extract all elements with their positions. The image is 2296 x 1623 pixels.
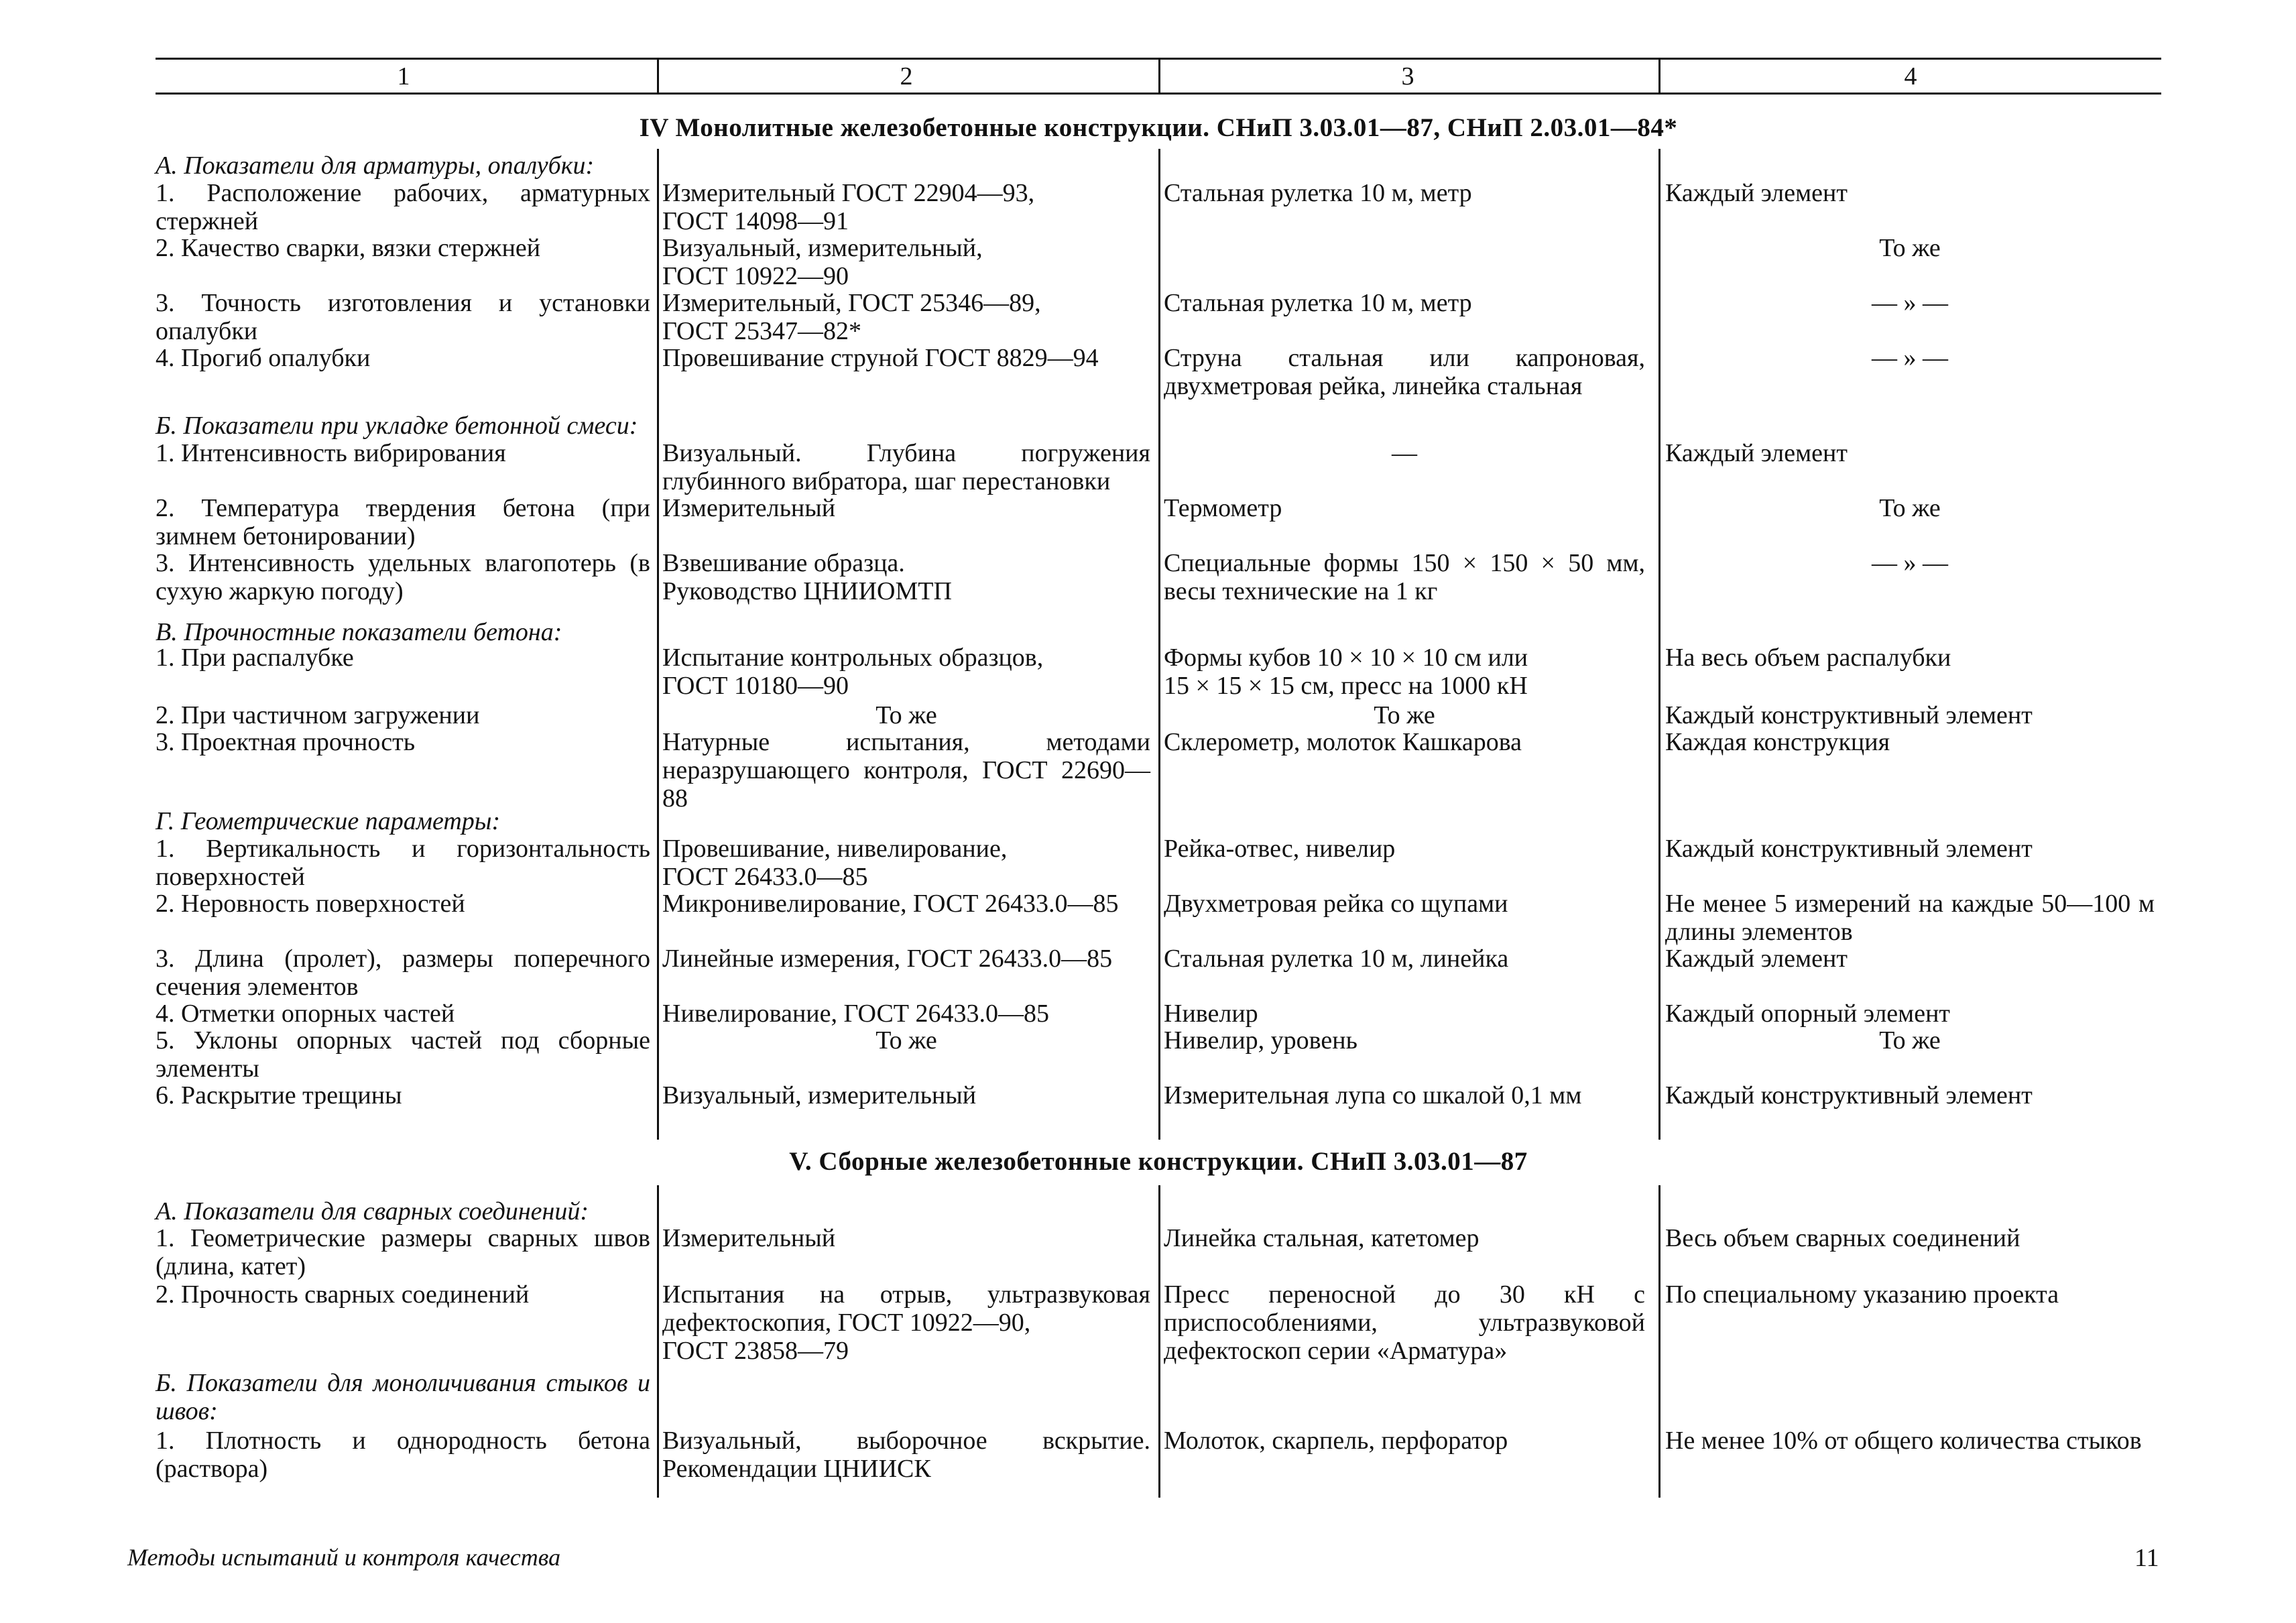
table-cell: То же <box>1879 494 1941 522</box>
group-heading: А. Показатели для арматуры, опалубки: <box>156 152 595 180</box>
column-number-2: 2 <box>900 62 913 91</box>
table-cell: Струна стальная или капроновая, двухметровая рейка, линейка стальная <box>1164 344 1645 400</box>
table-cell: Пресс переносной до 30 кН с приспособлениями, ультразвуковой дефектоскоп серии «Арматура» <box>1164 1280 1645 1365</box>
table-cell: Линейные измерения, ГОСТ 26433.0—85 <box>662 945 1113 973</box>
table-cell: Визуальный, измерительный <box>662 1081 977 1109</box>
table-cell: 1. Вертикальность и горизонтальность поверхностей <box>156 835 650 891</box>
table-cell: Измерительная лупа со шкалой 0,1 мм <box>1164 1081 1582 1109</box>
table-cell: Испытания на отрыв, ультразвуковая дефектоскопия, ГОСТ 10922—90, ГОСТ 23858—79 <box>662 1280 1150 1365</box>
table-cell: Нивелир <box>1164 1000 1258 1028</box>
table-cell: Визуальный, измерительный, ГОСТ 10922—90 <box>662 234 983 290</box>
table-cell: Визуальный. Глубина погружения глубинного вибратора, шаг перестановки <box>662 439 1150 495</box>
table-cell: 1. Плотность и однородность бетона (раствора) <box>156 1427 650 1483</box>
table-cell: Провешивание струной ГОСТ 8829—94 <box>662 344 1099 372</box>
table-cell: — » — <box>1872 549 1948 577</box>
column-divider-3-section-v <box>1658 1185 1660 1498</box>
table-cell: Не менее 5 измерений на каждые 50—100 м длины элементов <box>1665 890 2155 946</box>
table-cell: 2. Качество сварки, вязки стержней <box>156 234 541 262</box>
table-cell: Нивелирование, ГОСТ 26433.0—85 <box>662 1000 1049 1028</box>
column-divider-1-section-v <box>657 1185 659 1498</box>
table-cell: Каждый конструктивный элемент <box>1665 701 2033 729</box>
column-number-1: 1 <box>397 62 410 91</box>
table-cell: Измерительный <box>662 494 836 522</box>
table-cell: Весь объем сварных соединений <box>1665 1224 2020 1252</box>
table-cell: Визуальный, выборочное вскрытие. Рекомендации ЦНИИСК <box>662 1427 1150 1483</box>
table-cell: Взвешивание образца. Руководство ЦНИИОМТП <box>662 549 952 605</box>
column-divider-2-section-v <box>1158 1185 1160 1498</box>
table-cell: По специальному указанию проекта <box>1665 1280 2059 1309</box>
table-cell: Формы кубов 10 × 10 × 10 см или 15 × 15 × 15 см, пресс на 1000 кН <box>1164 644 1528 700</box>
column-divider-2-section-iv <box>1158 149 1160 1140</box>
table-cell: Рейка-отвес, нивелир <box>1164 835 1396 863</box>
table-cell: 2. При частичном загружении <box>156 701 480 729</box>
table-cell: То же <box>875 1026 937 1055</box>
table-cell: Испытание контрольных образцов, ГОСТ 10180—90 <box>662 644 1044 700</box>
table-cell: Микронивелирование, ГОСТ 26433.0—85 <box>662 890 1119 918</box>
table-cell: 5. Уклоны опорных частей под сборные элементы <box>156 1026 650 1083</box>
running-footer: Методы испытаний и контроля качества <box>127 1544 561 1571</box>
table-cell: Двухметровая рейка со щупами <box>1164 890 1508 918</box>
table-cell: Не менее 10% от общего количества стыков <box>1665 1427 2142 1455</box>
table-cell: 3. Проектная прочность <box>156 728 416 756</box>
table-cell: Стальная рулетка 10 м, метр <box>1164 179 1472 207</box>
table-cell: То же <box>1879 1026 1941 1055</box>
group-heading: Б. Показатели для моноличивания стыков и швов: <box>156 1369 650 1425</box>
table-cell: Термометр <box>1164 494 1282 522</box>
group-heading: А. Показатели для сварных соединений: <box>156 1197 589 1225</box>
table-cell: 2. Неровность поверхностей <box>156 890 465 918</box>
table-cell: Линейка стальная, катетомер <box>1164 1224 1479 1252</box>
table-cell: 4. Отметки опорных частей <box>156 1000 455 1028</box>
table-cell: 6. Раскрытие трещины <box>156 1081 402 1109</box>
group-heading: Г. Геометрические параметры: <box>156 807 501 835</box>
header-divider-1 <box>657 58 659 95</box>
table-cell: 4. Прогиб опалубки <box>156 344 371 372</box>
table-cell: 3. Длина (пролет), размеры поперечного сечения элементов <box>156 945 650 1001</box>
column-number-3: 3 <box>1401 62 1414 91</box>
table-cell: Стальная рулетка 10 м, линейка <box>1164 945 1509 973</box>
table-cell: — » — <box>1872 289 1948 317</box>
table-cell: То же <box>875 701 937 729</box>
table-cell: Каждая конструкция <box>1665 728 1890 756</box>
table-cell: Стальная рулетка 10 м, метр <box>1164 289 1472 317</box>
column-divider-3-section-iv <box>1658 149 1660 1140</box>
table-cell: 1. Расположение рабочих, арматурных стержней <box>156 179 650 235</box>
table-cell: Измерительный, ГОСТ 25346—89, ГОСТ 25347—82* <box>662 289 1041 345</box>
table-cell: Специальные формы 150 × 150 × 50 мм, весы технические на 1 кг <box>1164 549 1645 605</box>
table-cell: Нивелир, уровень <box>1164 1026 1357 1055</box>
group-heading: В. Прочностные показатели бетона: <box>156 618 562 646</box>
table-cell: 1. Геометрические размеры сварных швов (длина, катет) <box>156 1224 650 1280</box>
table-cell: — » — <box>1872 344 1948 372</box>
table-cell: Каждый конструктивный элемент <box>1665 835 2033 863</box>
section-title-iv: IV Монолитные железобетонные конструкции. СНиП 3.03.01—87, СНиП 2.03.01—84* <box>639 113 1678 142</box>
table-cell: — <box>1392 439 1417 467</box>
table-cell: 2. Температура твердения бетона (при зимнем бетонировании) <box>156 494 650 550</box>
table-cell: Молоток, скарпель, перфоратор <box>1164 1427 1508 1455</box>
table-cell: Каждый элемент <box>1665 439 1848 467</box>
table-cell: 3. Интенсивность удельных влагопотерь (в сухую жаркую погоду) <box>156 549 650 605</box>
group-heading: Б. Показатели при укладке бетонной смеси: <box>156 412 638 440</box>
table-cell: Измерительный ГОСТ 22904—93, ГОСТ 14098—91 <box>662 179 1035 235</box>
column-divider-1-section-iv <box>657 149 659 1140</box>
table-cell: Каждый элемент <box>1665 945 1848 973</box>
table-cell: На весь объем распалубки <box>1665 644 1951 672</box>
table-cell: Каждый элемент <box>1665 179 1848 207</box>
table-cell: То же <box>1879 234 1941 262</box>
column-number-4: 4 <box>1904 62 1917 91</box>
table-cell: Склерометр, молоток Кашкарова <box>1164 728 1522 756</box>
header-divider-2 <box>1158 58 1160 95</box>
table-cell: Провешивание, нивелирование, ГОСТ 26433.0—85 <box>662 835 1008 891</box>
table-cell: 2. Прочность сварных соединений <box>156 1280 530 1309</box>
section-title-v: V. Сборные железобетонные конструкции. СНиП 3.03.01—87 <box>789 1147 1528 1176</box>
table-cell: Каждый конструктивный элемент <box>1665 1081 2033 1109</box>
table-cell: Каждый опорный элемент <box>1665 1000 1951 1028</box>
table-cell: Натурные испытания, методами неразрушающего контроля, ГОСТ 22690—88 <box>662 728 1150 813</box>
table-cell: 3. Точность изготовления и установки опалубки <box>156 289 650 345</box>
page-number: 11 <box>2134 1544 2159 1572</box>
table-cell: 1. Интенсивность вибрирования <box>156 439 506 467</box>
table-cell: Измерительный <box>662 1224 836 1252</box>
header-divider-3 <box>1658 58 1660 95</box>
table-cell: То же <box>1374 701 1435 729</box>
table-cell: 1. При распалубке <box>156 644 354 672</box>
